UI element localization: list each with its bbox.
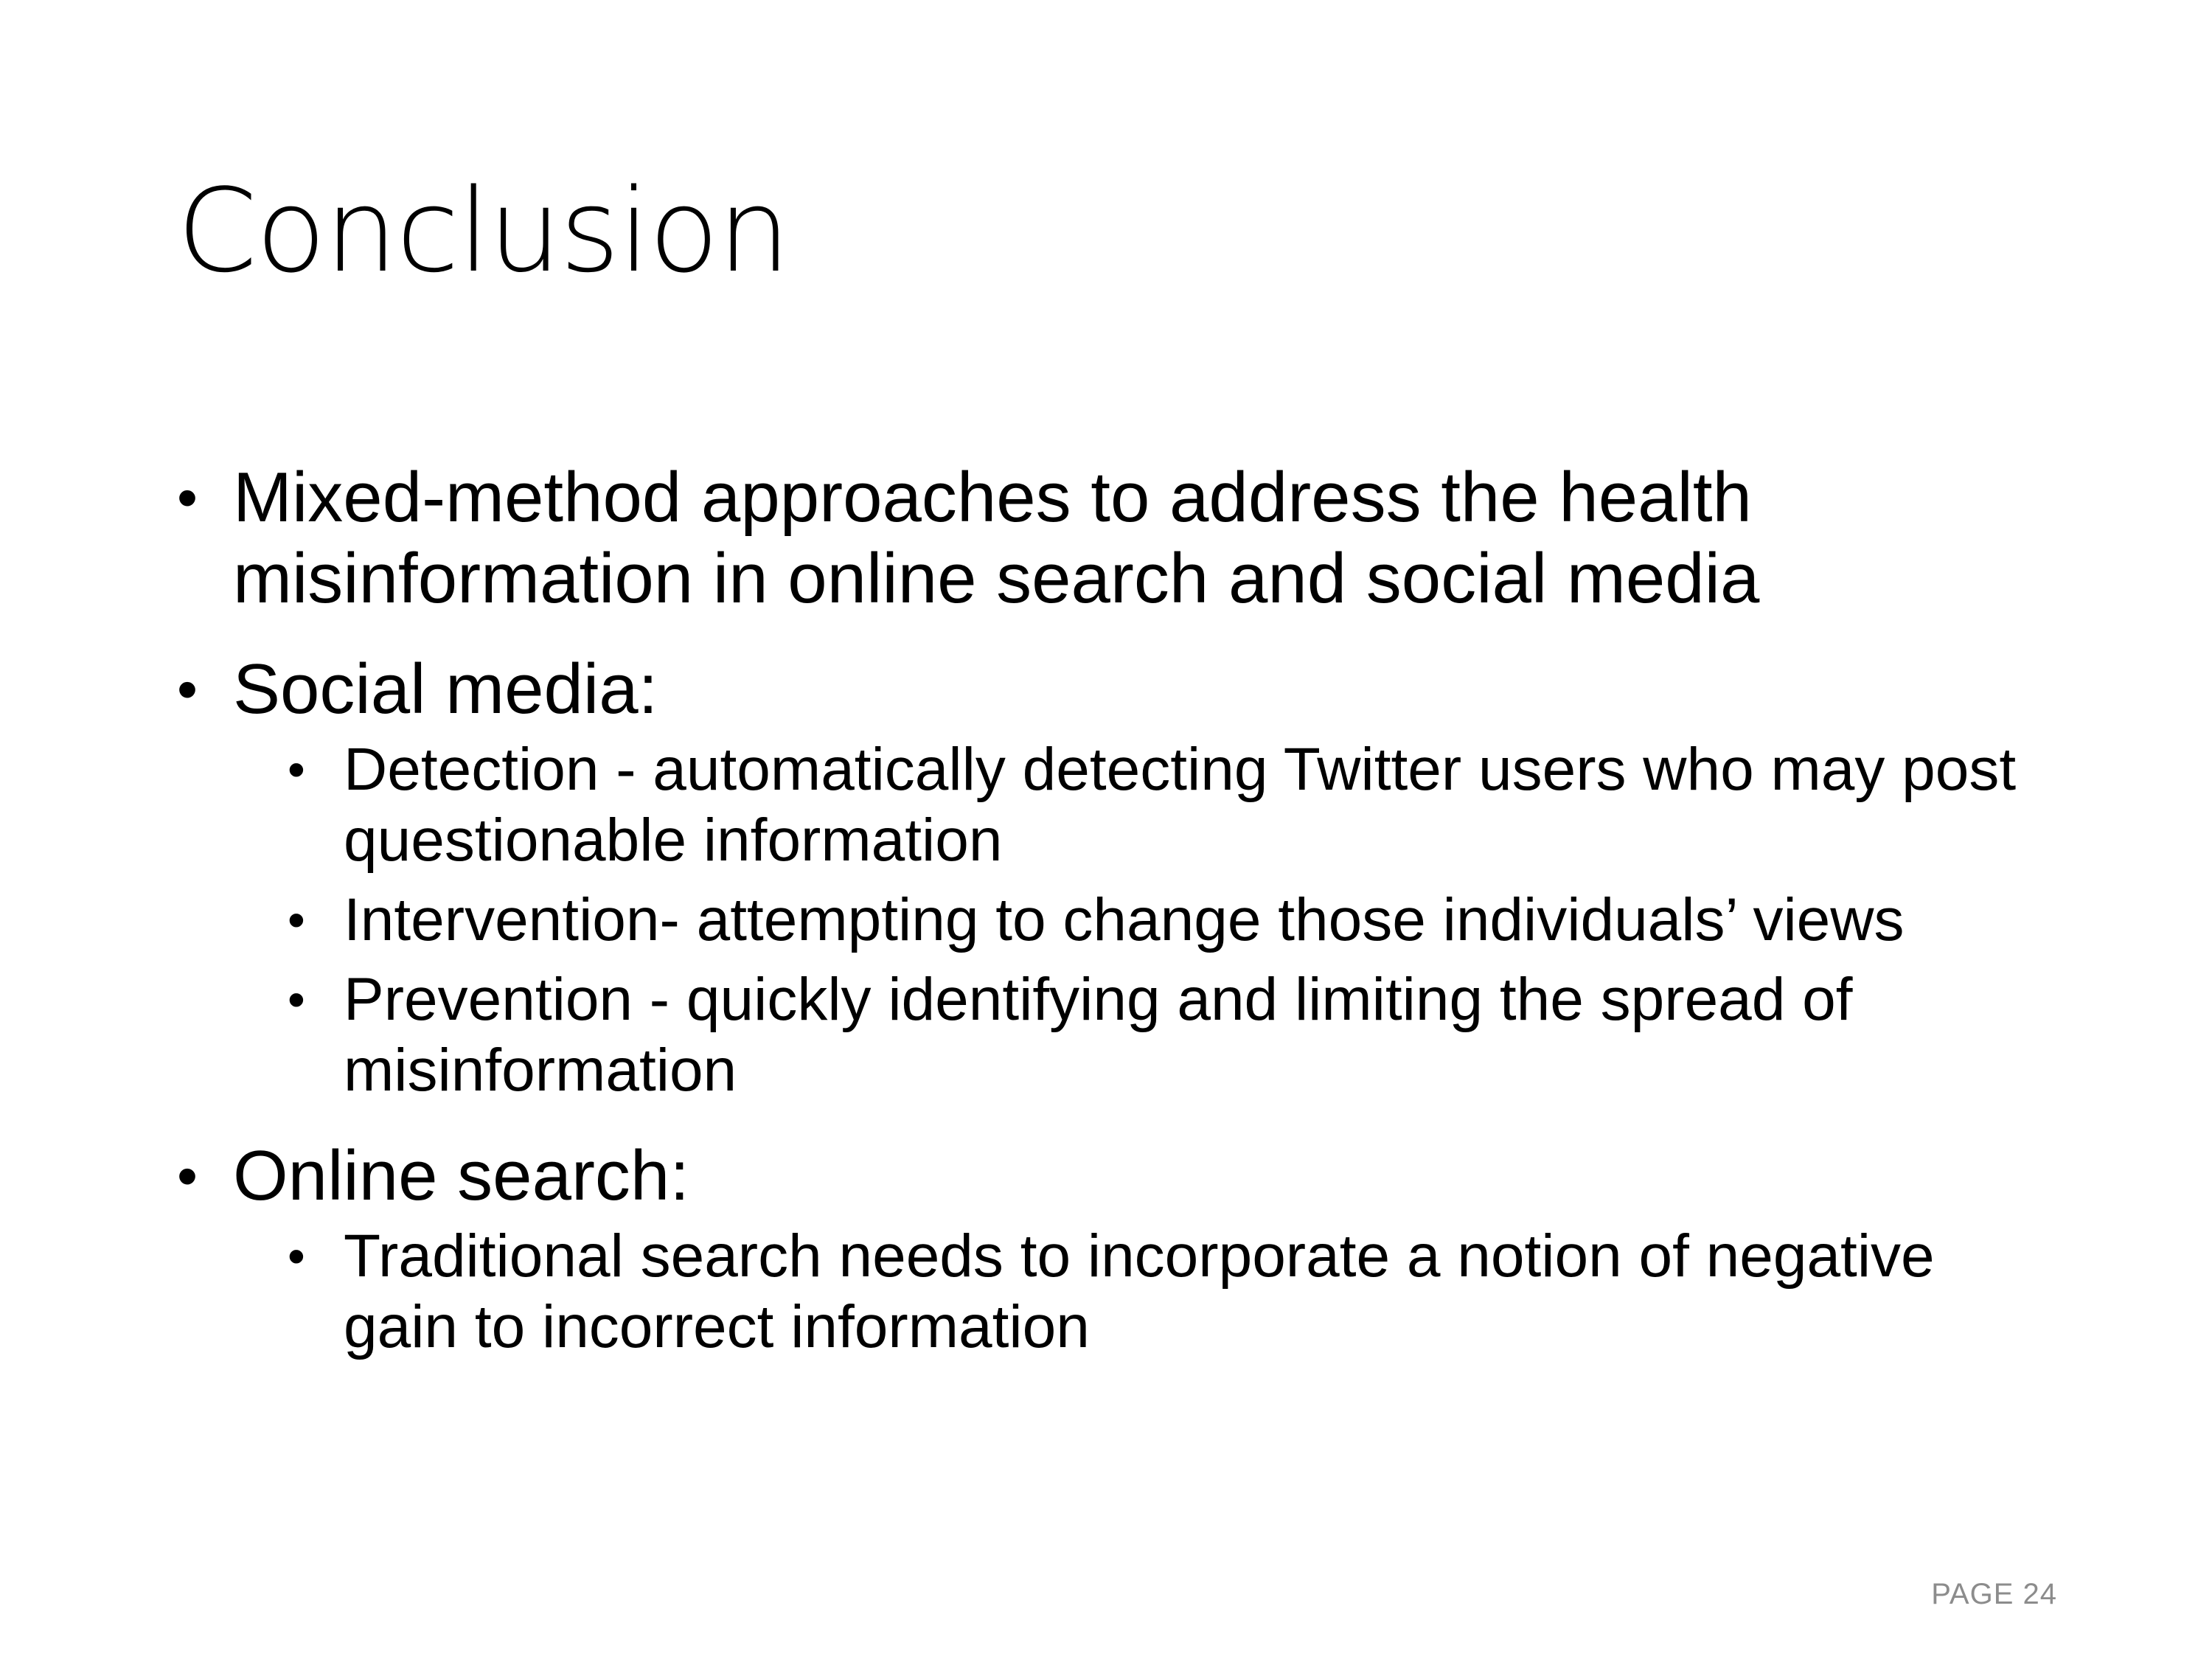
bullet-glyph: • (288, 972, 305, 1028)
sub-bullet-text: Traditional search needs to incorporate a notion of negative gain to incorrect information (344, 1222, 1935, 1360)
bullet-glyph: • (288, 892, 305, 948)
sub-bullet-text: Detection - automatically detecting Twitter users who may post questionable information (344, 736, 2017, 874)
bullet-text: Online search: (233, 1136, 689, 1215)
sub-bullet-item (288, 885, 2065, 956)
slide-title: Conclusion (177, 164, 790, 298)
sub-bullet-item (288, 1221, 2065, 1363)
bullet-list (177, 457, 2065, 1363)
bullet-glyph: • (177, 1143, 198, 1208)
bullet-glyph: • (288, 742, 305, 798)
sub-bullet-item (288, 964, 2065, 1106)
bullet-item (177, 649, 2065, 730)
bullet-glyph: • (288, 1228, 305, 1284)
sub-bullet-item (288, 734, 2065, 876)
bullet-item (177, 457, 2065, 619)
page-number: PAGE 24 (1931, 1578, 2057, 1610)
sub-bullet-text: Intervention- attempting to change those individuals’ views (344, 886, 1905, 953)
bullet-glyph: • (177, 465, 198, 530)
sub-bullet-text: Prevention - quickly identifying and limiting the spread of misinformation (344, 966, 1853, 1104)
bullet-text: Social media: (233, 650, 658, 728)
bullet-text: Mixed-method approaches to address the health misinformation in online search and social media (233, 458, 1760, 618)
bullet-glyph: • (177, 656, 198, 722)
bullet-item (177, 1135, 2065, 1217)
